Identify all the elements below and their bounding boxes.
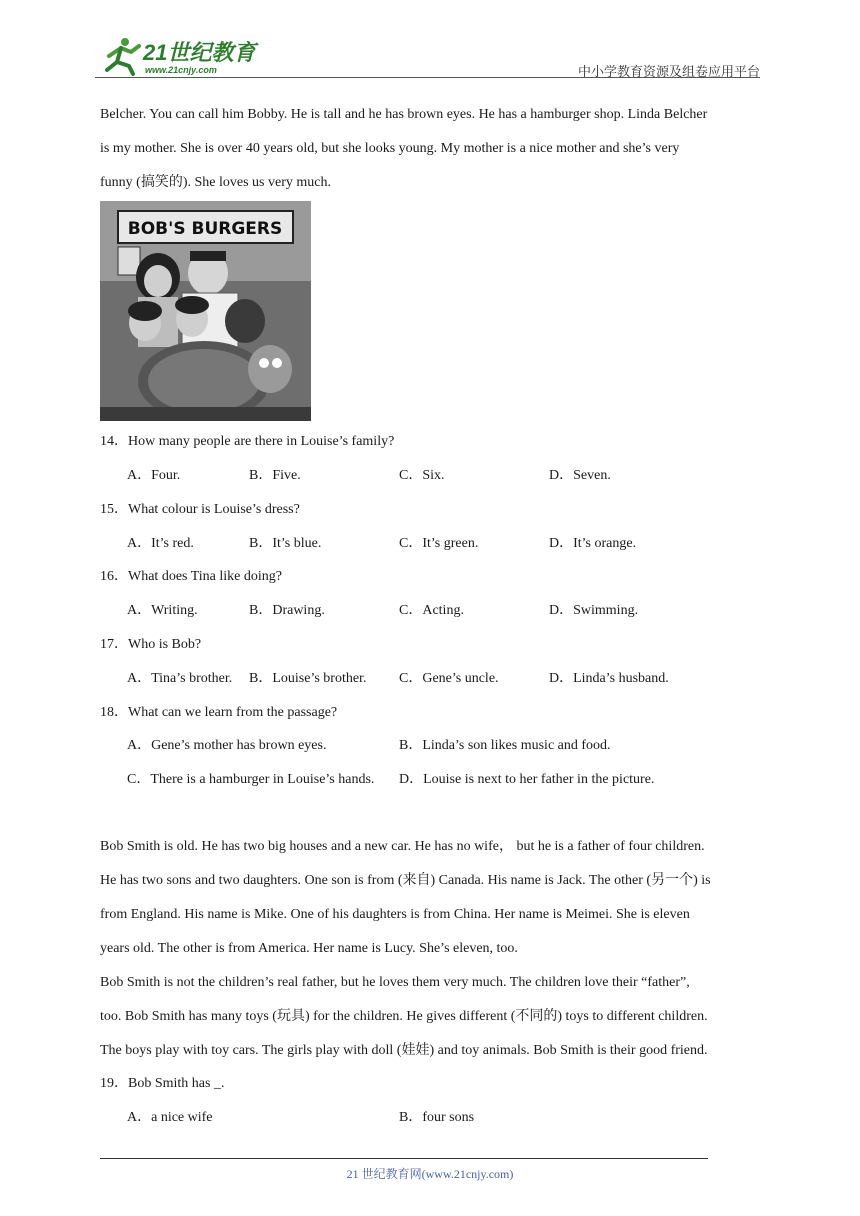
question-17-stem: 17．Who is Bob? (100, 637, 202, 652)
passage-1-line: is my mother. She is over 40 years old, but she looks young. My mother is a nice mother and she’s very (100, 141, 680, 156)
question-16-option-c: C．Acting. (399, 603, 464, 618)
question-16-option-d: D．Swimming. (549, 603, 639, 618)
question-18-stem: 18．What can we learn from the passage? (100, 705, 338, 720)
logo-title: 21世纪教育 (143, 40, 256, 65)
passage-2-line: years old. The other is from America. Her name is Lucy. She’s eleven, too. (100, 941, 518, 956)
passage-2-line: Bob Smith is old. He has two big houses and a new car. He has no wife， but he is a father of four children. (100, 839, 705, 854)
question-18-option-d: D．Louise is next to her father in the picture. (399, 772, 655, 787)
header-divider (95, 77, 760, 78)
shop-sign-text: BOB'S BURGERS (127, 219, 283, 239)
page-header (95, 34, 760, 80)
question-15-option-a: A．It’s red. (127, 536, 194, 551)
passage-2-line: from England. His name is Mike. One of his daughters is from China. Her name is Meimei. She is eleven (100, 907, 690, 922)
question-16-option-b: B．Drawing. (249, 603, 325, 618)
question-14-stem: 14．How many people are there in Louise’s family? (100, 434, 395, 449)
question-14-option-d: D．Seven. (549, 468, 611, 483)
question-14-option-a: A．Four. (127, 468, 181, 483)
question-14-option-b: B．Five. (249, 468, 301, 483)
question-19-option-a: A．a nice wife (127, 1110, 213, 1125)
bobs-burgers-picture (100, 201, 311, 421)
passage-2 (100, 830, 760, 1068)
question-15-option-d: D．It’s orange. (549, 536, 637, 551)
question-15-option-b: B．It’s blue. (249, 536, 322, 551)
question-17-option-c: C．Gene’s uncle. (399, 671, 499, 686)
question-17-option-b: B．Louise’s brother. (249, 671, 367, 686)
question-15-stem: 15．What colour is Louise’s dress? (100, 502, 300, 517)
passage-1-line: funny (搞笑的). She loves us very much. (100, 175, 331, 190)
logo-url: www.21cnjy.com (145, 65, 217, 75)
passage-1-line: Belcher. You can call him Bobby. He is tall and he has brown eyes. He has a hamburger shop. Linda Belcher (100, 107, 708, 122)
passage-2-line: The boys play with toy cars. The girls play with doll (娃娃) and toy animals. Bob Smith is their good friend. (100, 1043, 708, 1058)
question-17-option-a: A．Tina’s brother. (127, 671, 233, 686)
question-16-option-a: A．Writing. (127, 603, 198, 618)
passage-1 (100, 98, 760, 200)
question-18-option-c: C．There is a hamburger in Louise’s hands. (127, 772, 375, 787)
question-19-option-b: B．four sons (399, 1110, 475, 1125)
question-18-option-a: A．Gene’s mother has brown eyes. (127, 738, 327, 753)
question-17-option-d: D．Linda’s husband. (549, 671, 669, 686)
question-16-stem: 16．What does Tina like doing? (100, 569, 282, 584)
runner-icon (107, 38, 139, 74)
passage-2-line: He has two sons and two daughters. One son is from (来自) Canada. His name is Jack. The other (另一个) is (100, 873, 711, 888)
passage-2-line: too. Bob Smith has many toys (玩具) for the children. He gives different (不同的) toys to different children. (100, 1009, 708, 1024)
question-14-option-c: C．Six. (399, 468, 445, 483)
footer-text[interactable]: 21 世纪教育网(www.21cnjy.com) (346, 1167, 514, 1181)
question-19-stem: 19．Bob Smith has _. (100, 1076, 225, 1091)
logo (95, 34, 265, 78)
question-15-option-c: C．It’s green. (399, 536, 479, 551)
question-18-option-b: B．Linda’s son likes music and food. (399, 738, 611, 753)
header-platform-text: 中小学教育资源及组卷应用平台 (577, 64, 760, 79)
footer-divider (100, 1158, 708, 1159)
passage-2-line: Bob Smith is not the children’s real father, but he loves them very much. The children love their “father”, (100, 975, 690, 990)
